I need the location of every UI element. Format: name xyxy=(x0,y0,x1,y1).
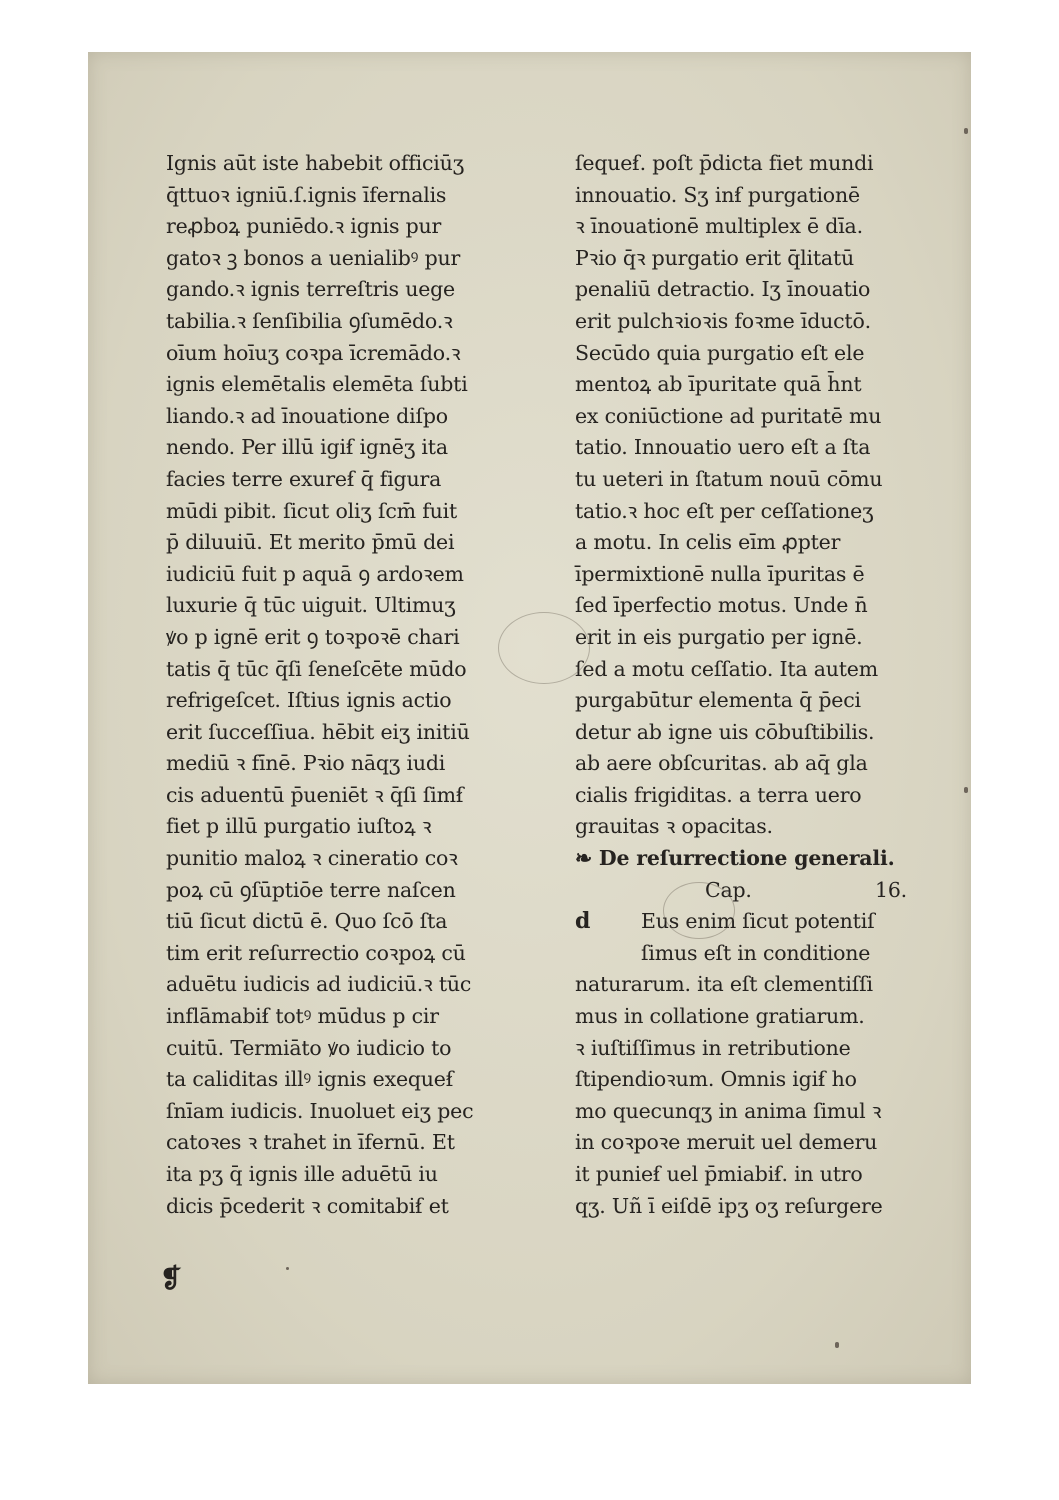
text-line: detur ab igne uis cōbuſtibilis. xyxy=(575,719,875,744)
text-line: gatoꝛ ꝫ bonos a uenialibꝰ pur xyxy=(166,245,461,270)
text-line: Secūdo quia purgatio eſt ele xyxy=(575,340,865,365)
text-line: ſnīam iudicis. Inuoluet eiʒ pec xyxy=(166,1098,474,1123)
text-line: cialis frigiditas. a terra uero xyxy=(575,782,862,807)
pilcrow-mark: ❡ xyxy=(160,1264,182,1294)
text-line: liando.ꝛ ad īnouatione diſpo xyxy=(166,403,448,428)
text-line: ꝟo p ignē erit ꝯ toꝛpoꝛē chari xyxy=(166,624,460,649)
text-line: in coꝛpoꝛe meruit uel demeru xyxy=(575,1130,878,1155)
text-line: īpermixtionē nulla īpuritas ē xyxy=(575,561,865,586)
text-line: ſequeẜ. poſt p̄dicta fiet mundi xyxy=(575,151,874,175)
text-line: mentoꝝ ab īpuritate quā h̄nt xyxy=(575,372,862,397)
text-line: catoꝛes ꝛ trahet in īfernū. Et xyxy=(166,1130,455,1155)
text-line: tim erit reſurrectio coꝛpoꝝ cū xyxy=(166,940,466,965)
text-line: innouatio. Sʒ inẜ purgationē xyxy=(575,182,860,207)
section-heading: ❧ De reſurrectione generali. xyxy=(575,846,895,871)
text-line: ex coniūctione ad puritatē mu xyxy=(575,403,882,428)
text-line: ta caliditas illꝰ ignis exequeẜ xyxy=(166,1067,454,1092)
text-line: Eus enim ſicut potentiſ xyxy=(641,909,875,934)
faint-stamp-mark xyxy=(663,882,735,939)
text-line: tatis q̄ tūc q̄ſi ſeneſcēte mūdo xyxy=(166,656,467,681)
text-line: erit ſucceſſiua. hēbit eiʒ initiū xyxy=(166,719,470,744)
ink-speck xyxy=(286,1267,289,1270)
text-line: refrigeſcet. Iſtius ignis actio xyxy=(166,688,452,713)
ink-speck xyxy=(964,128,968,134)
chapter-line xyxy=(575,875,921,907)
text-line: luxurie q̄ tūc uiguit. Ultimuʒ xyxy=(166,593,456,618)
text-line: mūdi pibit. ſicut oliʒ ſcm̄ fuit xyxy=(166,498,458,523)
text-line: tatio. Innouatio uero eſt a ſta xyxy=(575,435,871,460)
chapter-label: Cap. xyxy=(705,877,752,902)
text-line: it punieẜ uel p̄miabiẜ. in utro xyxy=(575,1162,863,1186)
text-line: Ignis aūt iste habebit officiūʒ xyxy=(166,151,464,175)
text-line: a motu. In celis eīm ꝓpter xyxy=(575,530,841,555)
text-line: q̄ttuoꝛ igniū.ſ.ignis īfernalis xyxy=(166,182,447,207)
text-line: naturarum. ita eſt clementiſſi xyxy=(575,972,873,997)
text-line: ignis elemētalis elemēta ſubti xyxy=(166,372,468,397)
text-line: ab aere obſcuritas. ab aq̄ gla xyxy=(575,751,868,776)
page-scan xyxy=(88,52,971,1384)
text-line: iudiciū fuit p aquā ꝯ ardoꝛem xyxy=(166,561,464,586)
left-text-column xyxy=(166,148,506,1222)
right-text-column xyxy=(575,148,921,1222)
text-line: facies terre exureẜ q̄ figura xyxy=(166,466,442,491)
text-line: erit in eis purgatio per ignē. xyxy=(575,624,863,649)
text-line: mediū ꝛ fīnē. Pꝛio nāqʒ iudi xyxy=(166,751,446,776)
text-line: tiū ſicut dictū ē. Quo ſcō ſta xyxy=(166,909,448,934)
text-line: aduētu iudicis ad iudiciū.ꝛ tūc xyxy=(166,972,472,997)
text-line: nendo. Per illū igiẜ ignēʒ ita xyxy=(166,435,448,460)
text-line: tabilia.ꝛ ſenſibilia ꝯſumēdo.ꝛ xyxy=(166,308,453,333)
text-line: ſtipendioꝛum. Omnis igiẜ ho xyxy=(575,1067,857,1092)
text-line: ꝛ īnouationē multiplex ē dīa. xyxy=(575,214,863,239)
text-line: p̄ diluuiū. Et merito p̄mū dei xyxy=(166,530,455,555)
faint-stamp-mark xyxy=(498,612,590,684)
text-line: dicis p̄cederit ꝛ comitabiẜ et xyxy=(166,1193,449,1218)
text-line: inflāmabiẜ totꝰ mūdus p cir xyxy=(166,1004,439,1029)
text-line: erit pulchꝛioꝛis foꝛme īductō. xyxy=(575,308,871,333)
text-line: cuitū. Termiāto ꝟo iudicio to xyxy=(166,1035,452,1060)
chapter-number: 16. xyxy=(875,877,908,902)
text-line: tu ueteri in ſtatum nouū cōmu xyxy=(575,466,883,491)
text-line: purgabūtur elementa q̄ p̄eci xyxy=(575,688,861,713)
text-line: Pꝛio q̄ꝛ purgatio erit q̄litatū xyxy=(575,245,854,270)
text-line: poꝝ cū ꝯſūptiōe terre naſcen xyxy=(166,877,456,902)
text-line: ita pʒ q̄ ignis ille aduētū iu xyxy=(166,1162,438,1186)
text-line: penaliū detractio. Iʒ īnouatio xyxy=(575,277,871,302)
text-line: mo quecunqʒ in anima ſimul ꝛ xyxy=(575,1098,882,1123)
text-line: punitio maloꝝ ꝛ cineratio coꝛ xyxy=(166,846,458,871)
text-line: gando.ꝛ ignis terreſtris uege xyxy=(166,277,455,302)
text-line: ſed īperfectio motus. Unde n̄ xyxy=(575,593,868,618)
guide-letter: d xyxy=(575,908,591,935)
text-line: oīum hoīuʒ coꝛpa īcremādo.ꝛ xyxy=(166,340,461,365)
text-line: ꝛ iuſtiſſimus in retributione xyxy=(575,1035,851,1060)
ink-speck xyxy=(964,787,968,793)
text-line: mus in collatione gratiarum. xyxy=(575,1004,865,1029)
text-line: ſimus eſt in conditione xyxy=(641,940,871,965)
text-line: cis aduentū p̄ueniēt ꝛ q̄ſi ſimẜ xyxy=(166,782,464,807)
text-line: ſed a motu ceſſatio. Ita autem xyxy=(575,656,878,681)
capital-line xyxy=(575,906,921,938)
text-line: fiet p illū purgatio iuſtoꝝ ꝛ xyxy=(166,814,432,839)
text-line: tatio.ꝛ hoc eſt per ceſſationeʒ xyxy=(575,498,874,523)
ink-speck xyxy=(835,1342,839,1348)
text-line: grauitas ꝛ opacitas. xyxy=(575,814,773,839)
section-heading-text: De reſurrectione generali. xyxy=(598,846,895,871)
text-line: reꝓboꝝ puniēdo.ꝛ ignis pur xyxy=(166,214,442,239)
text-line: qʒ. Uñ ī eiſdē ipʒ oʒ reſurgere xyxy=(575,1193,883,1218)
